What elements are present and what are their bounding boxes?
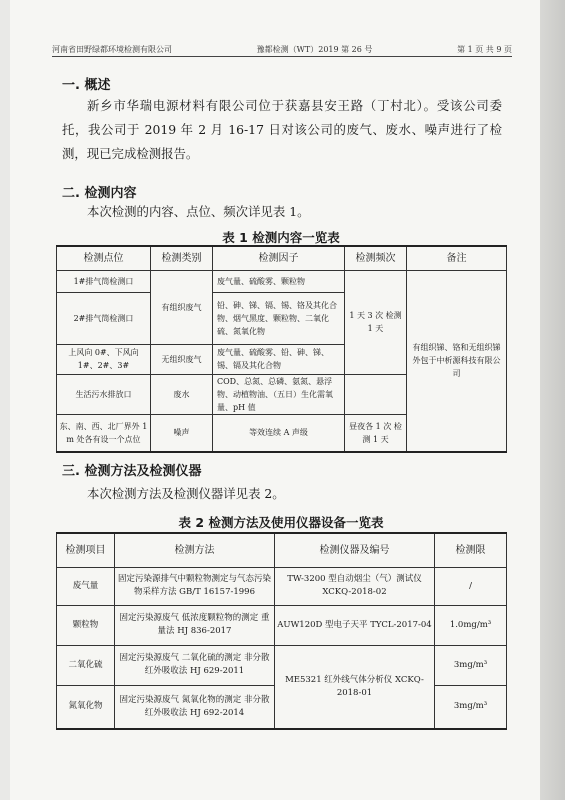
t1-frequency: 昼夜各 1 次 检测 1 天 bbox=[345, 414, 407, 452]
t1-header: 检测频次 bbox=[345, 246, 407, 270]
table2-caption: 表 2 检测方法及使用仪器设备一览表 bbox=[178, 515, 384, 530]
t2-limit: 3mg/m³ bbox=[435, 685, 507, 729]
table2 bbox=[56, 532, 507, 730]
t2-item: 废气量 bbox=[57, 567, 115, 605]
section-2-text: 本次检测的内容、点位、频次详见表 1。 bbox=[87, 204, 310, 219]
section-1-text: 新乡市华瑞电源材料有限公司位于获嘉县安王路（丁村北）。受该公司委托，我公司于 2019 年 2 月 16-17 日对该公司的废气、废水、噪声进行了检测，现已完成检测报告。 bbox=[62, 98, 502, 161]
t1-category: 有组织废气 bbox=[151, 270, 213, 344]
page-binding-edge bbox=[540, 0, 565, 800]
t1-category: 无组织废气 bbox=[151, 344, 213, 374]
t2-header: 检测仪器及编号 bbox=[275, 533, 435, 567]
t1-factor: 铅、砷、锑、镉、锡、铬及其化合物、烟气黑度、颗粒物、二氧化硫、氮氧化物 bbox=[213, 292, 345, 344]
t1-category: 噪声 bbox=[151, 414, 213, 452]
t2-limit: 1.0mg/m³ bbox=[435, 605, 507, 645]
t1-header: 检测点位 bbox=[57, 246, 151, 270]
header-company: 河南省田野绿都环境检测有限公司 bbox=[52, 44, 172, 54]
t2-method: 固定污染源排气中颗粒物测定与气态污染物采样方法 GB/T 16157-1996 bbox=[115, 567, 275, 605]
t2-limit: / bbox=[435, 567, 507, 605]
t2-equipment: AUW120D 型电子天平 TYCL-2017-04 bbox=[275, 605, 435, 645]
section-2-title: 二. 检测内容 bbox=[62, 186, 137, 201]
header-rule bbox=[52, 56, 512, 57]
t2-method: 固定污染源废气 氮氧化物的测定 非分散红外吸收法 HJ 692-2014 bbox=[115, 685, 275, 729]
t1-point: 生活污水排放口 bbox=[57, 374, 151, 414]
header-page: 第 1 页 共 9 页 bbox=[457, 44, 512, 54]
t1-frequency: 1 天 3 次 检测 1 天 bbox=[345, 270, 407, 374]
t1-point: 2#排气筒检测口 bbox=[57, 292, 151, 344]
section-3-title: 三. 检测方法及检测仪器 bbox=[62, 464, 202, 479]
section-3-text: 本次检测方法及检测仪器详见表 2。 bbox=[87, 486, 285, 501]
t1-point: 东、南、西、北厂界外 1 m 处各有设一个点位 bbox=[57, 414, 151, 452]
t1-factor: 等效连续 A 声级 bbox=[213, 414, 345, 452]
t2-equipment: ME5321 红外线气体分析仪 XCKQ-2018-01 bbox=[275, 645, 435, 729]
t2-item: 二氧化硫 bbox=[57, 645, 115, 685]
t2-method: 固定污染源废气 低浓度颗粒物的测定 重量法 HJ 836-2017 bbox=[115, 605, 275, 645]
t1-header: 检测类别 bbox=[151, 246, 213, 270]
page-header bbox=[52, 42, 512, 56]
t2-header: 检测项目 bbox=[57, 533, 115, 567]
header-report-no: 豫都检测（WT）2019 第 26 号 bbox=[256, 44, 373, 54]
t1-header: 检测因子 bbox=[213, 246, 345, 270]
t2-limit: 3mg/m³ bbox=[435, 645, 507, 685]
t2-header: 检测方法 bbox=[115, 533, 275, 567]
t1-factor: 废气量、硫酸雾、颗粒物 bbox=[213, 270, 345, 292]
t2-header: 检测限 bbox=[435, 533, 507, 567]
t2-method: 固定污染源废气 二氧化硫的测定 非分散红外吸收法 HJ 629-2011 bbox=[115, 645, 275, 685]
t1-factor: COD、总氮、总磷、氨氮、悬浮物、动植物油、（五日）生化需氧量、pH 值 bbox=[213, 374, 345, 414]
t2-item: 氮氧化物 bbox=[57, 685, 115, 729]
table1-caption: 表 1 检测内容一览表 bbox=[222, 230, 340, 245]
table1 bbox=[56, 245, 507, 453]
t2-item: 颗粒物 bbox=[57, 605, 115, 645]
t1-category: 废水 bbox=[151, 374, 213, 414]
t2-equipment: TW-3200 型自动烟尘（气）测试仪 XCKQ-2018-02 bbox=[275, 567, 435, 605]
t1-factor: 废气量、硫酸雾、铅、砷、锑、锡、镉及其化合物 bbox=[213, 344, 345, 374]
t1-header: 备注 bbox=[407, 246, 507, 270]
t1-note: 有组织锑、铬和无组织锑外包于中析源科技有限公司 bbox=[407, 270, 507, 452]
t1-point: 1#排气筒检测口 bbox=[57, 270, 151, 292]
t1-point: 上风向 0#、下风向 1#、2#、3# bbox=[57, 344, 151, 374]
section-1-title: 一. 概述 bbox=[62, 78, 111, 93]
